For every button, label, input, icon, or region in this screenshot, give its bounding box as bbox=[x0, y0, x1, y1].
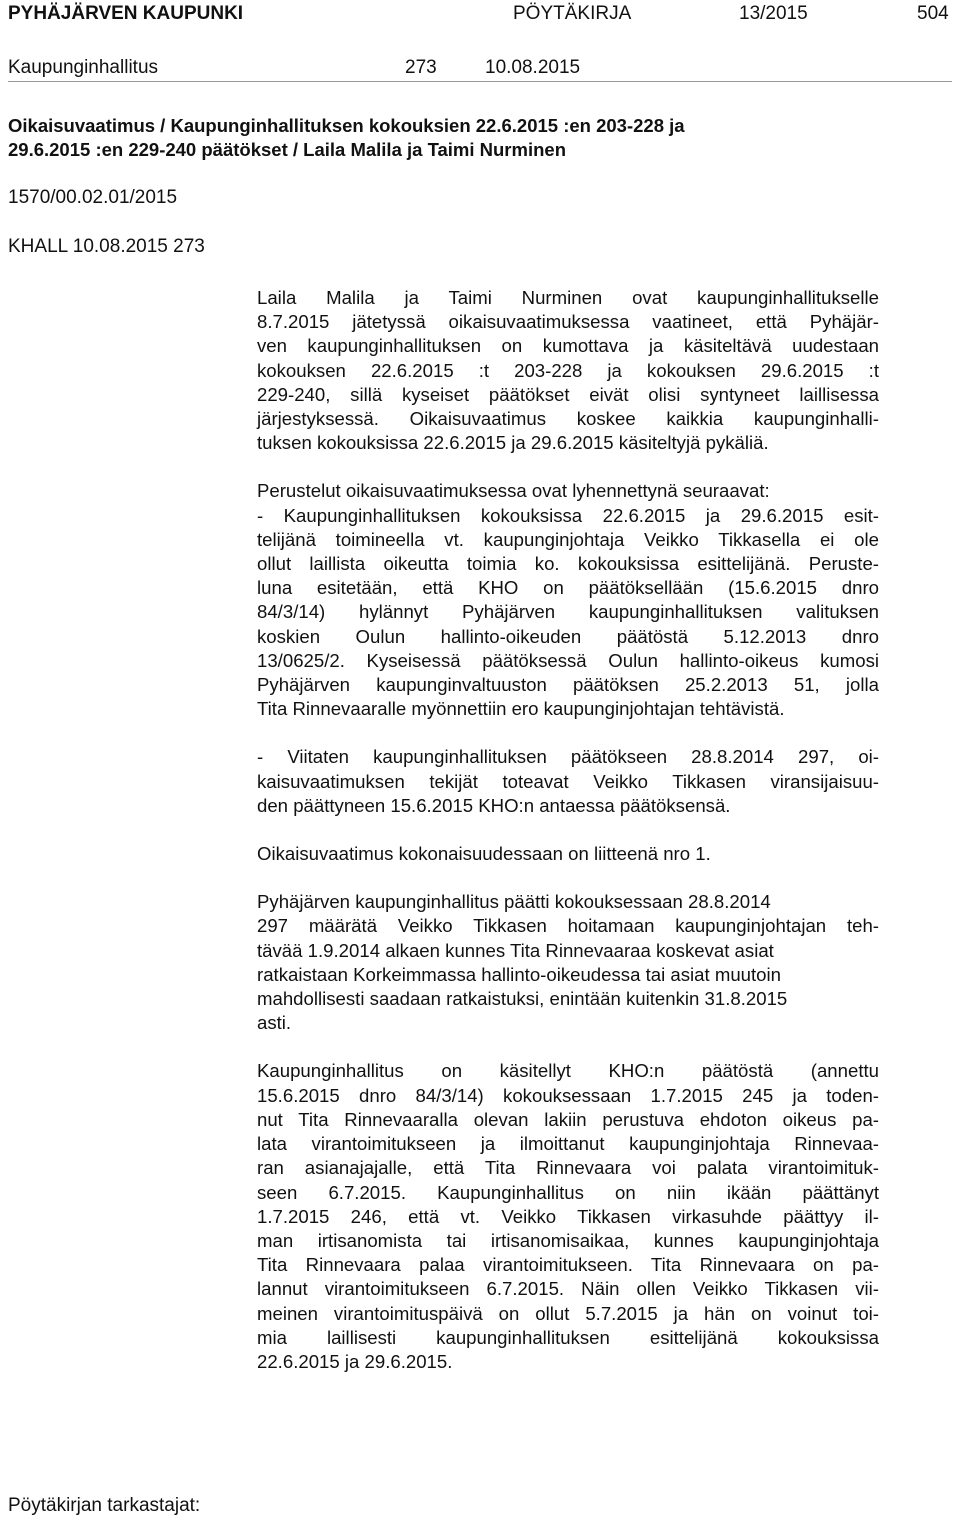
page-number: 504 bbox=[917, 3, 949, 24]
paragraph bbox=[257, 286, 879, 455]
text-line: Tita Rinnevaaralle myönnettiin ero kaupunginjohtajan tehtävistä. bbox=[257, 698, 785, 720]
meeting-body: Kaupunginhallitus bbox=[8, 57, 159, 78]
text-line: lannut virantoimitukseen 6.7.2015. Näin ollen Veikko Tikkasen vii- bbox=[257, 1278, 879, 1300]
text-line: 8.7.2015 jätetyssä oikaisuvaatimuksessa vaatineet, että Pyhäjär- bbox=[257, 311, 879, 333]
text-line: järjestyksessä. Oikaisuvaatimus koskee kaikkia kaupunginhalli- bbox=[257, 408, 879, 430]
section-number: 273 bbox=[405, 57, 437, 78]
text-line: 13/0625/2. Kyseisessä päätöksessä Oulun hallinto-oikeus kumosi bbox=[257, 649, 879, 671]
document-title-line-2: 29.6.2015 :en 229-240 päätökset / Laila Malila ja Taimi Nurminen bbox=[8, 139, 566, 160]
text-line: man irtisanomista tai irtisanomisaikaa, kunnes kaupunginjohtaja bbox=[257, 1229, 879, 1251]
text-line: koskien Oulun hallinto-oikeuden päätöstä 5.12.2013 dnro bbox=[257, 625, 879, 647]
text-line: Tita Rinnevaara palaa virantoimitukseen. Tita Rinnevaara on pa- bbox=[257, 1254, 879, 1276]
text-line: 229-240, sillä kyseiset päätökset eivät olisi syntyneet laillisessa bbox=[257, 383, 879, 405]
text-line: - Kaupunginhallituksen kokouksissa 22.6.2015 ja 29.6.2015 esit- bbox=[257, 504, 879, 526]
text-line: ollut laillista oikeutta toimia ko. kokouksissa esittelijänä. Peruste- bbox=[257, 553, 879, 575]
organization-name: PYHÄJÄRVEN KAUPUNKI bbox=[8, 3, 244, 24]
text-line: ran asianajajalle, että Tita Rinnevaara voi palata virantoimituk- bbox=[257, 1157, 879, 1179]
paragraph-gap bbox=[257, 866, 879, 890]
text-line: 22.6.2015 ja 29.6.2015. bbox=[257, 1350, 453, 1372]
text-line: Pyhäjärven kaupunginvaltuuston päätöksen 25.2.2013 51, jolla bbox=[257, 674, 879, 696]
paragraph bbox=[257, 1059, 879, 1374]
document-title-line-1: Oikaisuvaatimus / Kaupunginhallituksen kokouksien 22.6.2015 :en 203-228 ja bbox=[8, 115, 685, 136]
header-divider bbox=[8, 81, 952, 82]
minutes-reviewers-label: Pöytäkirjan tarkastajat: bbox=[8, 1495, 201, 1516]
meeting-date: 10.08.2015 bbox=[485, 57, 581, 78]
text-line: ven kaupunginhallituksen on kumottava ja käsiteltävä uudestaan bbox=[257, 335, 879, 357]
paragraph-gap bbox=[257, 721, 879, 745]
text-line: 297 määrätä Veikko Tikkasen hoitamaan kaupunginjohtajan teh- bbox=[257, 915, 879, 937]
paragraph-gap bbox=[257, 1035, 879, 1059]
khall-reference: KHALL 10.08.2015 273 bbox=[8, 236, 205, 257]
paragraph-gap bbox=[257, 455, 879, 479]
text-line: den päättyneen 15.6.2015 KHO:n antaessa päätöksensä. bbox=[257, 794, 731, 816]
text-line: tävää 1.9.2014 alkaen kunnes Tita Rinnevaaraa koskevat asiat bbox=[257, 939, 774, 961]
paragraph bbox=[257, 479, 879, 721]
text-line: kokouksen 22.6.2015 :t 203-228 ja kokouksen 29.6.2015 :t bbox=[257, 359, 879, 381]
text-line: lata virantoimitukseen ja ilmoittanut kaupunginjohtaja Rinnevaa- bbox=[257, 1133, 879, 1155]
text-line: 15.6.2015 dnro 84/3/14) kokouksessaan 1.7.2015 245 ja toden- bbox=[257, 1084, 879, 1106]
text-line: 1.7.2015 246, että vt. Veikko Tikkasen virkasuhde päättyy il- bbox=[257, 1205, 879, 1227]
document-type: PÖYTÄKIRJA bbox=[513, 3, 632, 24]
text-line: mia laillisesti kaupunginhallituksen esittelijänä kokouksissa bbox=[257, 1326, 879, 1348]
text-line: seen 6.7.2015. Kaupunginhallitus on niin ikään päättänyt bbox=[257, 1181, 879, 1203]
document-issue: 13/2015 bbox=[739, 3, 808, 24]
text-line: nut Tita Rinnevaaralla olevan lakiin perustuva ehdoton oikeus pa- bbox=[257, 1108, 879, 1130]
text-line: meinen virantoimituspäivä on ollut 5.7.2015 ja hän on voinut toi- bbox=[257, 1302, 879, 1324]
text-line: Kaupunginhallitus on käsitellyt KHO:n päätöstä (annettu bbox=[257, 1060, 879, 1082]
file-code: 1570/00.02.01/2015 bbox=[8, 187, 178, 208]
paragraph bbox=[257, 745, 879, 818]
paragraph bbox=[257, 842, 879, 866]
text-line: Perustelut oikaisuvaatimuksessa ovat lyhennettynä seuraavat: bbox=[257, 480, 770, 502]
text-line: 84/3/14) hylännyt Pyhäjärven kaupunginhallituksen valituksen bbox=[257, 601, 879, 623]
text-line: tuksen kokouksissa 22.6.2015 ja 29.6.2015 käsiteltyjä pykäliä. bbox=[257, 432, 769, 454]
text-line: luna esitetään, että KHO on päätöksellään (15.6.2015 dnro bbox=[257, 577, 879, 599]
text-line: Pyhäjärven kaupunginhallitus päätti kokouksessaan 28.8.2014 bbox=[257, 891, 771, 913]
text-line: - Viitaten kaupunginhallituksen päätökseen 28.8.2014 297, oi- bbox=[257, 746, 879, 768]
text-line: ratkaistaan Korkeimmassa hallinto-oikeudessa tai asiat muutoin bbox=[257, 963, 781, 985]
decision-body-text bbox=[257, 286, 879, 1374]
text-line: Oikaisuvaatimus kokonaisuudessaan on liitteenä nro 1. bbox=[257, 843, 711, 865]
paragraph-gap bbox=[257, 818, 879, 842]
text-line: asti. bbox=[257, 1012, 292, 1034]
text-line: kaisuvaatimuksen tekijät toteavat Veikko Tikkasen viransijaisuu- bbox=[257, 770, 879, 792]
text-line: mahdollisesti saadaan ratkaistuksi, enintään kuitenkin 31.8.2015 bbox=[257, 988, 788, 1010]
paragraph bbox=[257, 890, 879, 1035]
text-line: telijänä toimineella vt. kaupunginjohtaja Veikko Tikkasella ei ole bbox=[257, 528, 879, 550]
text-line: Laila Malila ja Taimi Nurminen ovat kaupunginhallitukselle bbox=[257, 287, 879, 308]
